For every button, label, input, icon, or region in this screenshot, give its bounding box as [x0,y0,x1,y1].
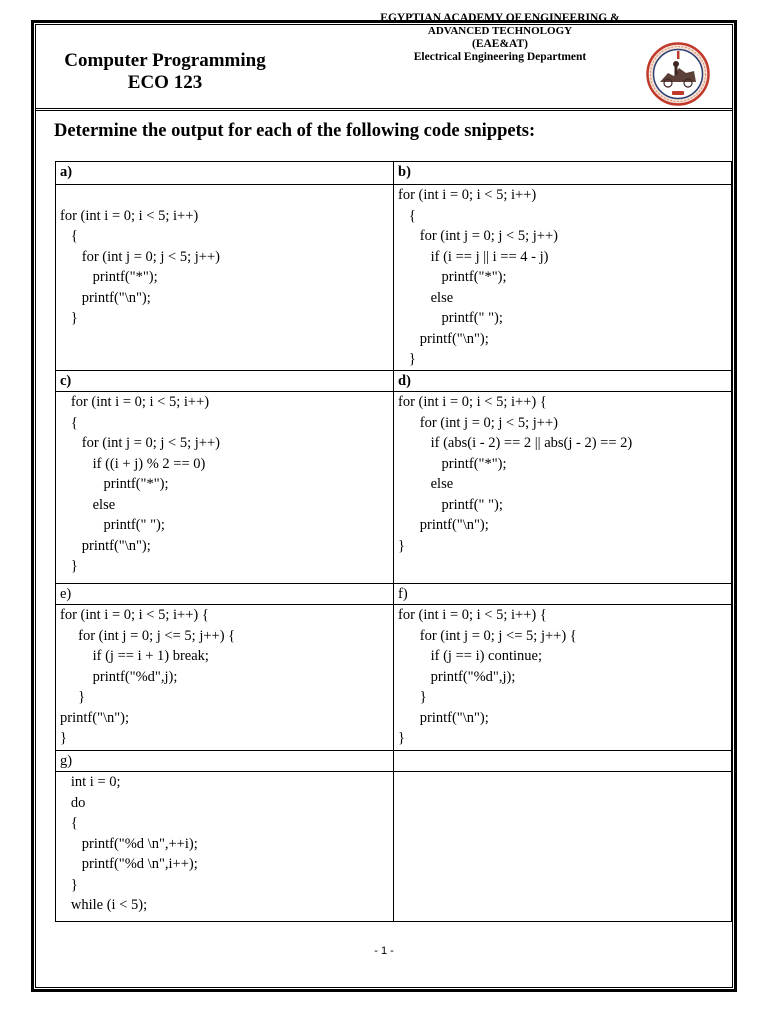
label-e: e) [56,584,394,605]
snippets-table [55,161,732,922]
snippet-b-cell [394,185,732,371]
page-number: - 1 - [374,945,394,957]
snippet-f-code: for (int i = 0; i < 5; i++) { for (int j = 0; j <= 5; j++) { if (j == i) continue; printf("%d",j); } printf("\n"); } [398,607,577,746]
institution-line-3: (EAE&AT) [471,38,528,50]
snippet-d-code: for (int i = 0; i < 5; i++) { for (int j = 0; j < 5; j++) if (abs(i - 2) == 2 || abs(j - 2) == 2) printf("*"); else printf(" "); printf("\n"); } [398,394,633,554]
institution-seal-icon [646,42,710,106]
snippet-c-cell [56,392,394,584]
course-heading [40,50,290,94]
snippet-a-cell [56,185,394,371]
snippet-c-code: for (int i = 0; i < 5; i++) { for (int j = 0; j < 5; j++) if ((i + j) % 2 == 0) printf("*"); else printf(" "); printf("\n"); } [70,394,220,574]
instruction-heading: Determine the output for each of the following code snippets: [54,121,536,141]
snippet-e-code: for (int i = 0; i < 5; i++) { for (int j = 0; j <= 5; j++) { if (j == i + 1) break; printf("%d",j); } printf("\n"); } [60,607,236,746]
empty-snippet-cell [394,772,732,922]
snippet-a-code: for (int i = 0; i < 5; i++) { for (int j = 0; j < 5; j++) printf("*"); printf("\n"); } [60,207,220,326]
label-d: d) [394,371,732,392]
course-code: ECO 123 [127,72,203,93]
snippet-d-cell [394,392,732,584]
header-divider [35,108,733,111]
institution-line-1: EGYPTIAN ACADEMY OF ENGINEERING & [380,12,620,24]
snippet-g-cell [56,772,394,922]
label-a: a) [56,162,394,185]
label-g: g) [56,751,394,772]
snippet-e-cell [56,605,394,751]
snippet-g-code: int i = 0; do { printf("%d \n",++i); printf("%d \n",i++); } while (i < 5); [70,774,198,913]
institution-line-2: ADVANCED TECHNOLOGY [427,25,573,37]
snippet-b-code: for (int i = 0; i < 5; i++) { for (int j = 0; j < 5; j++) if (i == j || i == 4 - j) printf("*"); else printf(" "); printf("\n"); } [398,187,558,367]
label-b: b) [394,162,732,185]
department-name: Electrical Engineering Department [413,51,587,63]
snippet-f-cell [394,605,732,751]
institution-block [355,12,645,64]
label-f: f) [394,584,732,605]
label-c: c) [56,371,394,392]
empty-label-cell [394,751,732,772]
course-title: Computer Programming [64,50,266,71]
